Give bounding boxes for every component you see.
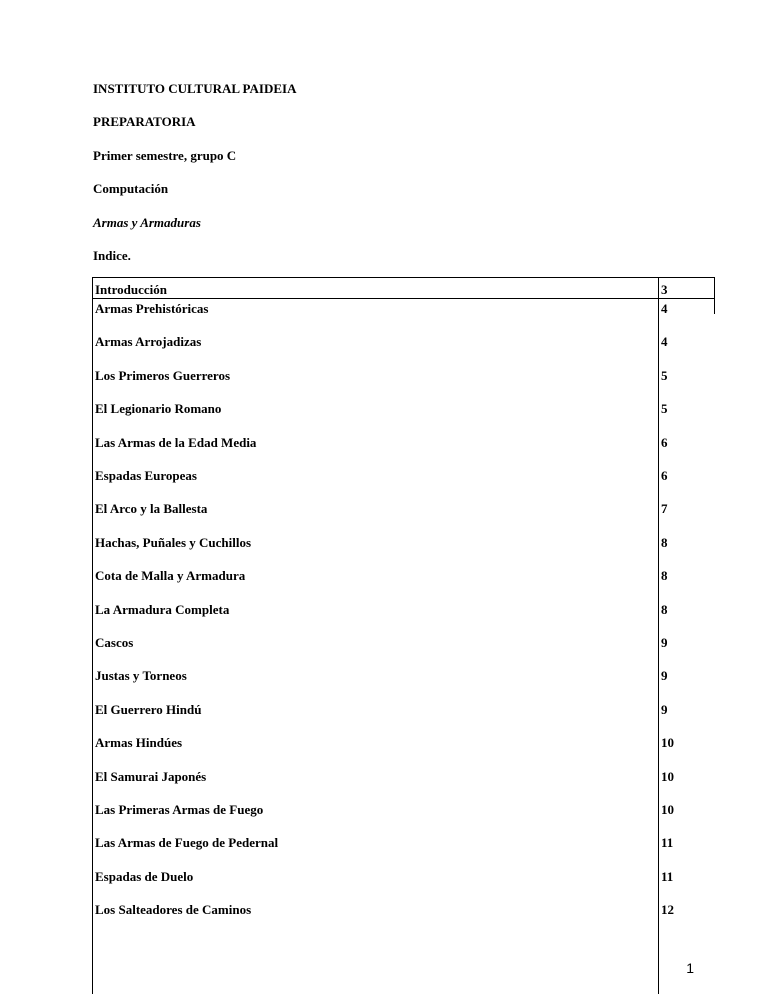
toc-entry-title: El Legionario Romano bbox=[95, 401, 222, 416]
semester-group: Primer semestre, grupo C bbox=[93, 148, 237, 163]
toc-entry-title: El Guerrero Hindú bbox=[95, 702, 202, 717]
toc-entry-title: Armas Arrojadizas bbox=[95, 334, 202, 349]
toc-row bbox=[93, 282, 715, 298]
toc-row bbox=[93, 769, 715, 785]
toc-row bbox=[93, 668, 715, 684]
toc-row bbox=[93, 735, 715, 751]
toc-row bbox=[93, 635, 715, 651]
table-of-contents bbox=[92, 277, 715, 994]
toc-entry-title: Hachas, Puñales y Cuchillos bbox=[95, 535, 252, 550]
toc-row bbox=[93, 435, 715, 451]
toc-entry-title: Los Salteadores de Caminos bbox=[95, 902, 252, 917]
toc-entry-page: 11 bbox=[661, 869, 674, 884]
toc-entry-title: Justas y Torneos bbox=[95, 668, 187, 683]
institute-name: INSTITUTO CULTURAL PAIDEIA bbox=[93, 81, 297, 96]
toc-entry-title: La Armadura Completa bbox=[95, 602, 230, 617]
toc-entry-title: Cota de Malla y Armadura bbox=[95, 568, 246, 583]
toc-entry-page: 3 bbox=[661, 282, 668, 297]
toc-entry-title: Introducción bbox=[95, 282, 167, 297]
toc-entry-title: Las Primeras Armas de Fuego bbox=[95, 802, 264, 817]
toc-entry-page: 10 bbox=[661, 735, 674, 750]
index-heading: Indice. bbox=[93, 248, 131, 263]
toc-entry-title: Armas Hindúes bbox=[95, 735, 183, 750]
toc-row bbox=[93, 902, 715, 918]
subject-name: Computación bbox=[93, 181, 169, 196]
toc-entry-title: Las Armas de la Edad Media bbox=[95, 435, 257, 450]
toc-row bbox=[93, 568, 715, 584]
header-row-divider bbox=[93, 298, 715, 299]
education-level: PREPARATORIA bbox=[93, 114, 196, 129]
page-number: 1 bbox=[686, 960, 694, 976]
toc-entry-page: 4 bbox=[661, 301, 668, 316]
toc-entry-page: 12 bbox=[661, 902, 674, 917]
toc-entry-page: 8 bbox=[661, 535, 668, 550]
toc-row bbox=[93, 334, 715, 350]
toc-entry-title: Armas Prehistóricas bbox=[95, 301, 209, 316]
toc-row bbox=[93, 869, 715, 885]
toc-entry-page: 8 bbox=[661, 602, 668, 617]
toc-entry-page: 7 bbox=[661, 501, 668, 516]
toc-row bbox=[93, 501, 715, 517]
toc-row bbox=[93, 802, 715, 818]
toc-entry-page: 6 bbox=[661, 435, 668, 450]
toc-entry-page: 9 bbox=[661, 702, 668, 717]
toc-entry-page: 10 bbox=[661, 769, 674, 784]
toc-entry-page: 5 bbox=[661, 401, 668, 416]
toc-entry-title: Espadas Europeas bbox=[95, 468, 197, 483]
toc-entry-page: 4 bbox=[661, 334, 668, 349]
toc-entry-title: Cascos bbox=[95, 635, 134, 650]
toc-entry-page: 5 bbox=[661, 368, 668, 383]
toc-row bbox=[93, 368, 715, 384]
toc-entry-title: Las Armas de Fuego de Pedernal bbox=[95, 835, 279, 850]
toc-entry-page: 8 bbox=[661, 568, 668, 583]
toc-row bbox=[93, 835, 715, 851]
toc-entry-page: 6 bbox=[661, 468, 668, 483]
toc-entry-page: 10 bbox=[661, 802, 674, 817]
toc-entry-title: El Samurai Japonés bbox=[95, 769, 207, 784]
document-topic: Armas y Armaduras bbox=[93, 215, 201, 230]
toc-entry-page: 11 bbox=[661, 835, 674, 850]
toc-entry-page: 9 bbox=[661, 668, 668, 683]
toc-row bbox=[93, 468, 715, 484]
toc-row bbox=[93, 301, 715, 317]
toc-entry-title: Espadas de Duelo bbox=[95, 869, 194, 884]
toc-row bbox=[93, 602, 715, 618]
toc-entry-page: 9 bbox=[661, 635, 668, 650]
toc-row bbox=[93, 535, 715, 551]
toc-entry-title: El Arco y la Ballesta bbox=[95, 501, 208, 516]
toc-row bbox=[93, 401, 715, 417]
toc-entry-title: Los Primeros Guerreros bbox=[95, 368, 231, 383]
toc-row bbox=[93, 702, 715, 718]
